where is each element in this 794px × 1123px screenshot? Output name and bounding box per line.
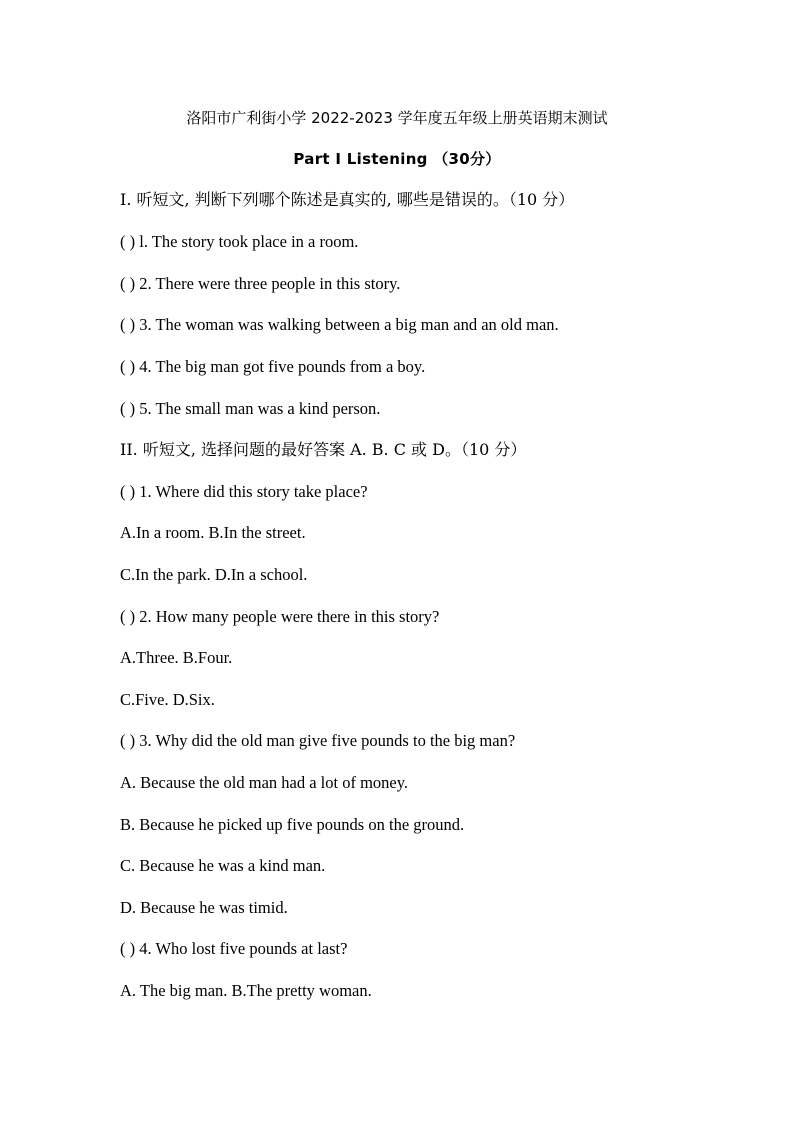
- question-1-options-ab: A.In a room. B.In the street.: [120, 523, 306, 542]
- section-2-heading: II. 听短文, 选择问题的最好答案 A. B. C 或 D。（10 分）: [120, 440, 527, 459]
- question-3-option-b: B. Because he picked up five pounds on the ground.: [120, 815, 465, 834]
- question-2-options-cd: C.Five. D.Six.: [120, 690, 215, 709]
- question-3-option-a: A. Because the old man had a lot of money.: [120, 773, 409, 792]
- question-3-option-d: D. Because he was timid.: [120, 898, 288, 917]
- true-false-item-4: ( ) 4. The big man got five pounds from a boy.: [120, 357, 426, 376]
- question-3: ( ) 3. Why did the old man give five pounds to the big man?: [120, 731, 516, 750]
- question-2-options-ab: A.Three. B.Four.: [120, 648, 233, 667]
- true-false-item-3: ( ) 3. The woman was walking between a big man and an old man.: [120, 315, 559, 334]
- true-false-item-1: ( ) l. The story took place in a room.: [120, 232, 359, 251]
- question-3-option-c: C. Because he was a kind man.: [120, 856, 326, 875]
- question-4: ( ) 4. Who lost five pounds at last?: [120, 939, 348, 958]
- question-2: ( ) 2. How many people were there in this story?: [120, 607, 440, 626]
- question-1: ( ) 1. Where did this story take place?: [120, 482, 368, 501]
- true-false-item-2: ( ) 2. There were three people in this story.: [120, 274, 401, 293]
- exam-title: 洛阳市广利街小学 2022-2023 学年度五年级上册英语期末测试: [186, 109, 608, 127]
- true-false-item-5: ( ) 5. The small man was a kind person.: [120, 399, 381, 418]
- question-1-options-cd: C.In the park. D.In a school.: [120, 565, 308, 584]
- section-1-heading: I. 听短文, 判断下列哪个陈述是真实的, 哪些是错误的。（10 分）: [120, 190, 575, 209]
- part-heading: Part I Listening （30分）: [293, 150, 501, 168]
- question-4-options-ab: A. The big man. B.The pretty woman.: [120, 981, 372, 1000]
